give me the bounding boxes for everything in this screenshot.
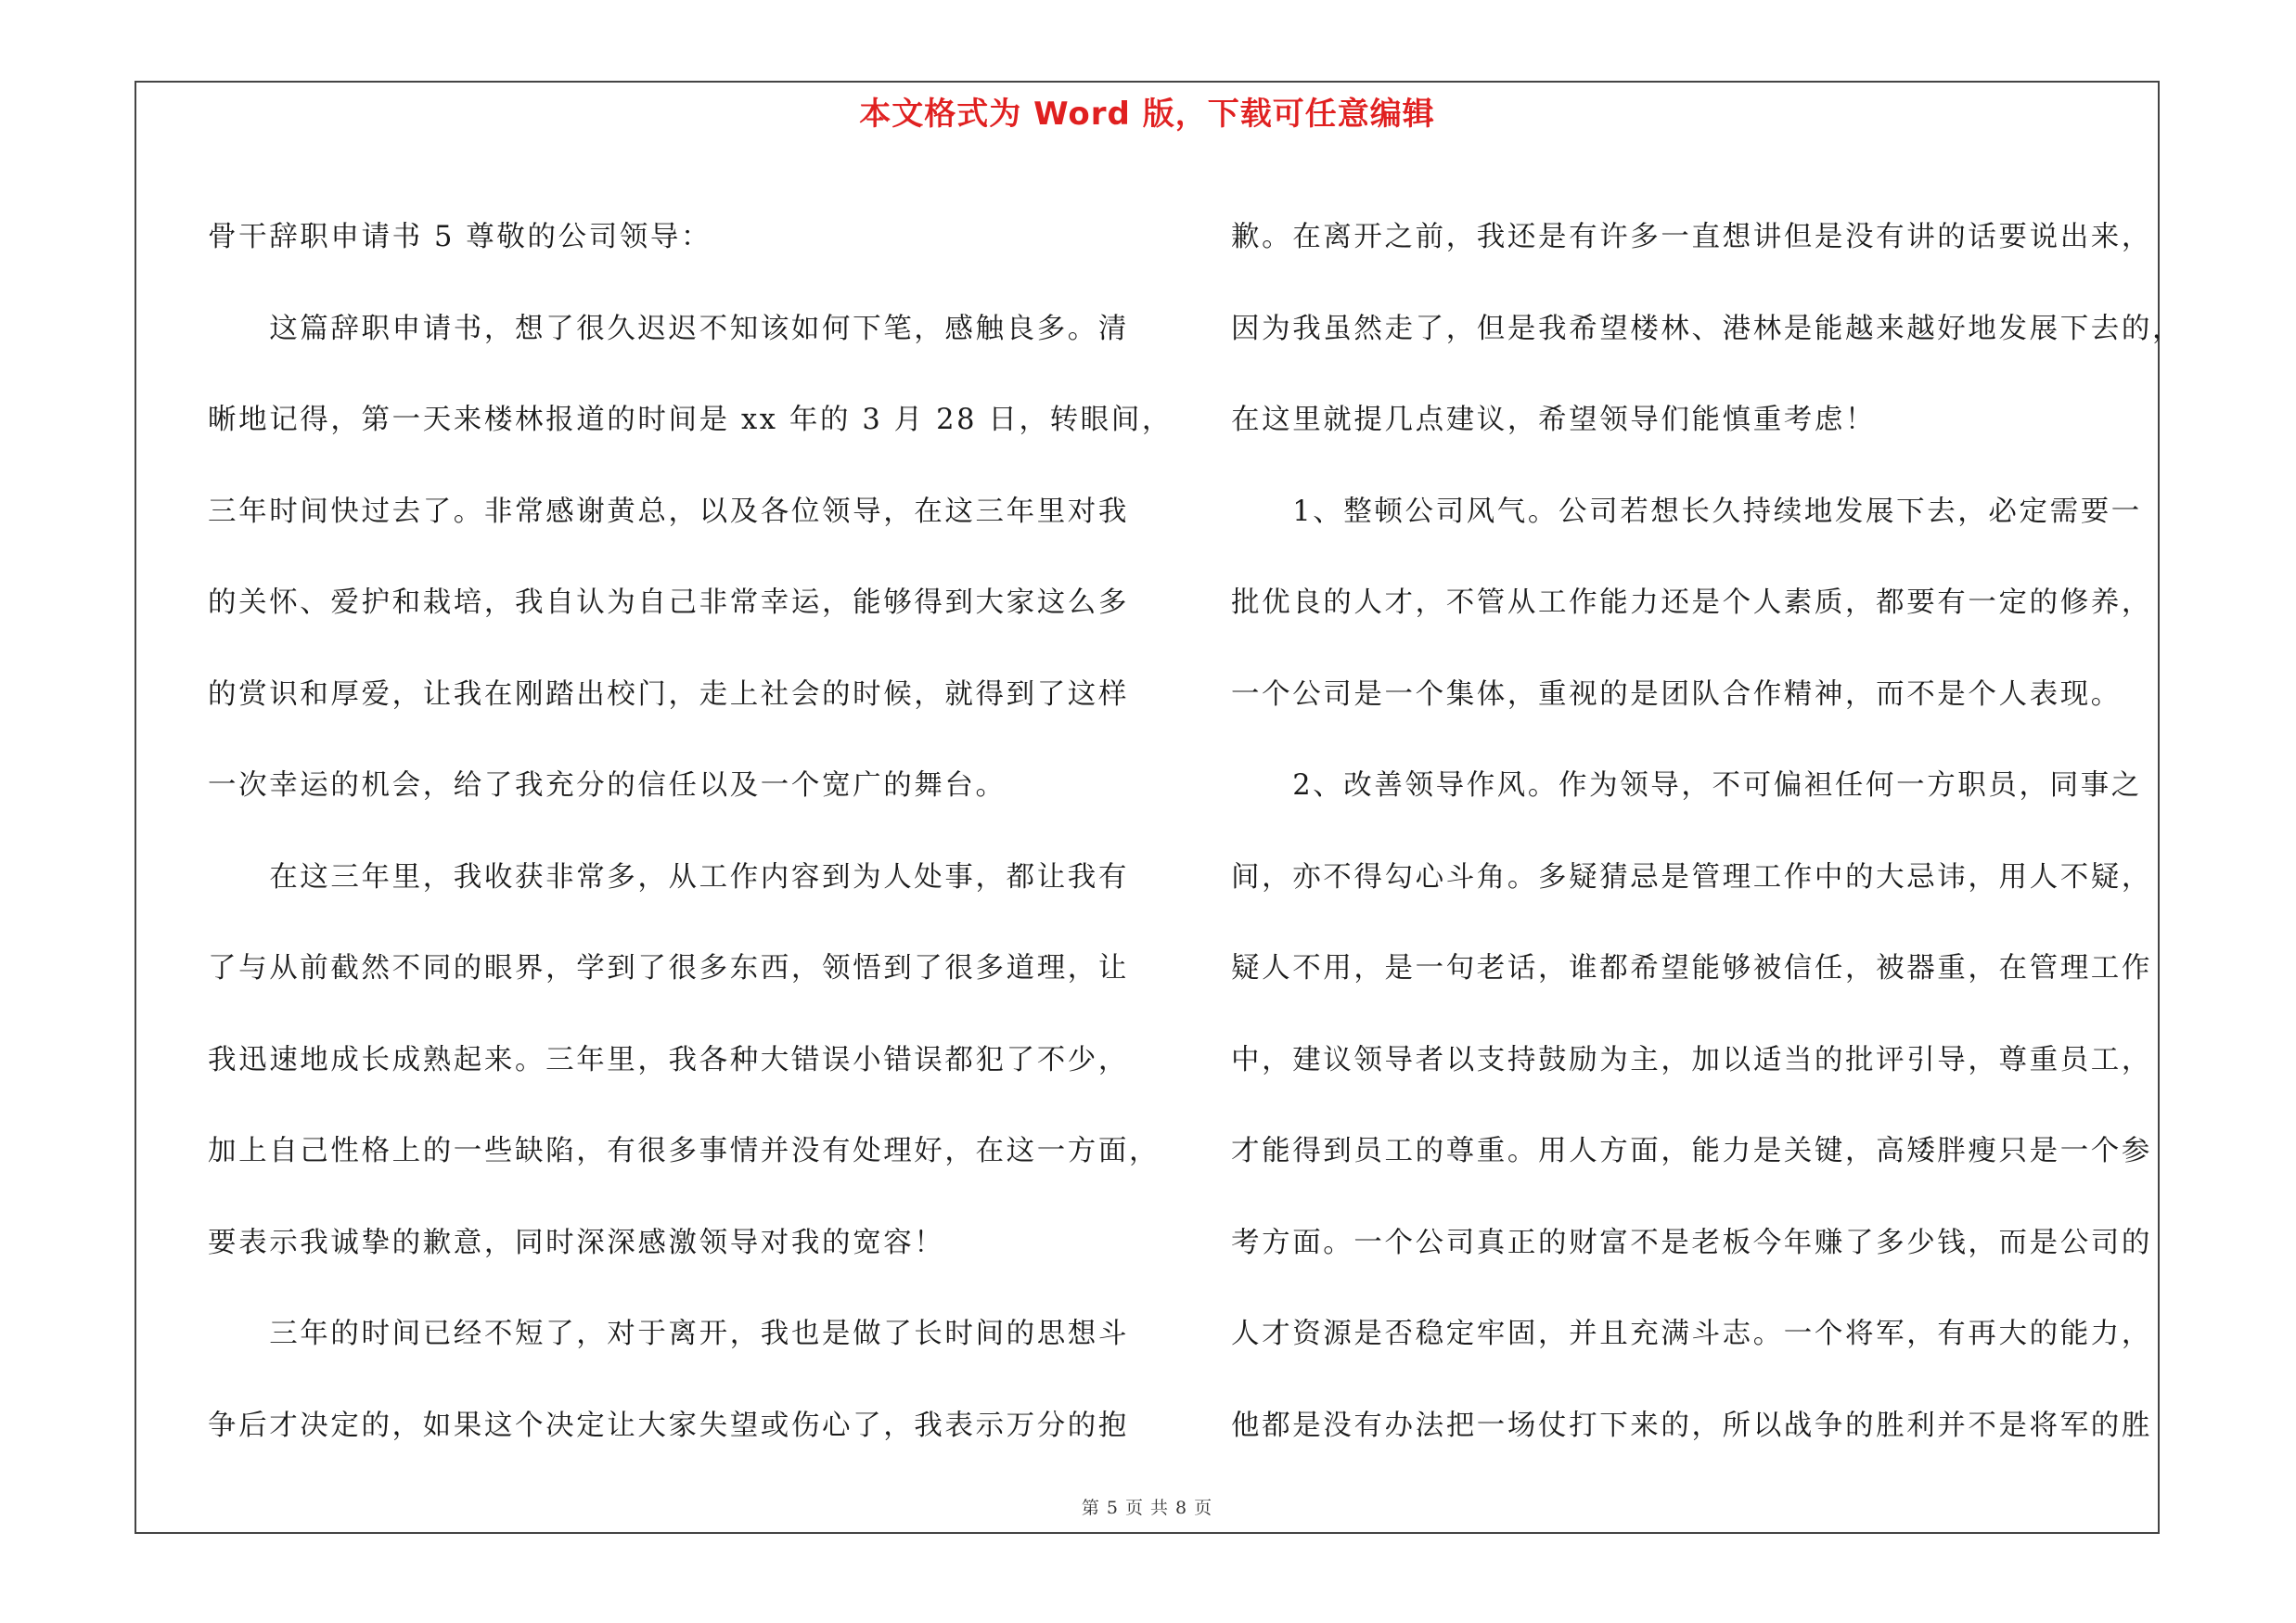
text-line: 晰地记得，第一天来楼林报道的时间是 xx 年的 3 月 28 日，转眼间， <box>208 404 1173 436</box>
text-line: 在这里就提几点建议，希望领导们能慎重考虑！ <box>1231 404 1877 436</box>
text-line: 他都是没有办法把一场仗打下来的，所以战争的胜利并不是将军的胜 <box>1231 1409 2152 1442</box>
text-line: 的赏识和厚爱，让我在刚踏出校门，走上社会的时候，就得到了这样 <box>208 677 1129 711</box>
text-line: 2、改善领导作风。作为领导，不可偏袒任何一方职员，同事之 <box>1231 769 2142 802</box>
text-line: 我迅速地成长成熟起来。三年里，我各种大错误小错误都犯了不少， <box>208 1043 1129 1076</box>
text-line: 才能得到员工的尊重。用人方面，能力是关键，高矮胖瘦只是一个参 <box>1231 1135 2152 1167</box>
text-line: 要表示我诚挚的歉意，同时深深感激领导对我的宽容！ <box>208 1226 945 1259</box>
text-line: 批优良的人才，不管从工作能力还是个人素质，都要有一定的修养， <box>1231 586 2152 619</box>
text-line: 了与从前截然不同的眼界，学到了很多东西，领悟到了很多道理，让 <box>208 952 1129 985</box>
text-line: 三年时间快过去了。非常感谢黄总，以及各位领导，在这三年里对我 <box>208 495 1129 528</box>
text-line: 间，亦不得勾心斗角。多疑猜忌是管理工作中的大忌讳，用人不疑， <box>1231 860 2152 894</box>
text-line: 加上自己性格上的一些缺陷，有很多事情并没有处理好，在这一方面， <box>208 1135 1161 1167</box>
document-page <box>135 81 2184 1534</box>
text-line: 在这三年里，我收获非常多，从工作内容到为人处事，都让我有 <box>208 860 1129 894</box>
page-number-footer: 第 5 页 共 8 页 <box>1081 1498 1213 1518</box>
text-line: 考方面。一个公司真正的财富不是老板今年赚了多少钱，而是公司的 <box>1231 1226 2152 1259</box>
text-line: 骨干辞职申请书 5 尊敬的公司领导： <box>208 221 712 253</box>
text-line: 这篇辞职申请书，想了很久迟迟不知该如何下笔，感触良多。清 <box>208 312 1129 345</box>
right-text-column <box>1231 192 2184 1472</box>
text-line: 一个公司是一个集体，重视的是团队合作精神，而不是个人表现。 <box>1231 677 2122 711</box>
text-line: 争后才决定的，如果这个决定让大家失望或伤心了，我表示万分的抱 <box>208 1409 1129 1442</box>
text-line: 疑人不用，是一句老话，谁都希望能够被信任，被器重，在管理工作 <box>1231 952 2152 985</box>
text-line: 1、整顿公司风气。公司若想长久持续地发展下去，必定需要一 <box>1231 495 2142 528</box>
text-line: 歉。在离开之前，我还是有许多一直想讲但是没有讲的话要说出来， <box>1231 221 2152 253</box>
text-line: 人才资源是否稳定牢固，并且充满斗志。一个将军，有再大的能力， <box>1231 1318 2152 1350</box>
text-line: 因为我虽然走了，但是我希望楼林、港林是能越来越好地发展下去的， <box>1231 312 2184 345</box>
text-line: 一次幸运的机会，给了我充分的信任以及一个宽广的舞台。 <box>208 769 1007 802</box>
text-line: 的关怀、爱护和栽培，我自认为自己非常幸运，能够得到大家这么多 <box>208 586 1129 619</box>
text-line: 中，建议领导者以支持鼓励为主，加以适当的批评引导，尊重员工， <box>1231 1043 2152 1076</box>
format-banner: 本文格式为 Word 版，下载可任意编辑 <box>859 96 1435 133</box>
left-text-column <box>208 192 1173 1472</box>
text-line: 三年的时间已经不短了，对于离开，我也是做了长时间的思想斗 <box>208 1318 1129 1350</box>
